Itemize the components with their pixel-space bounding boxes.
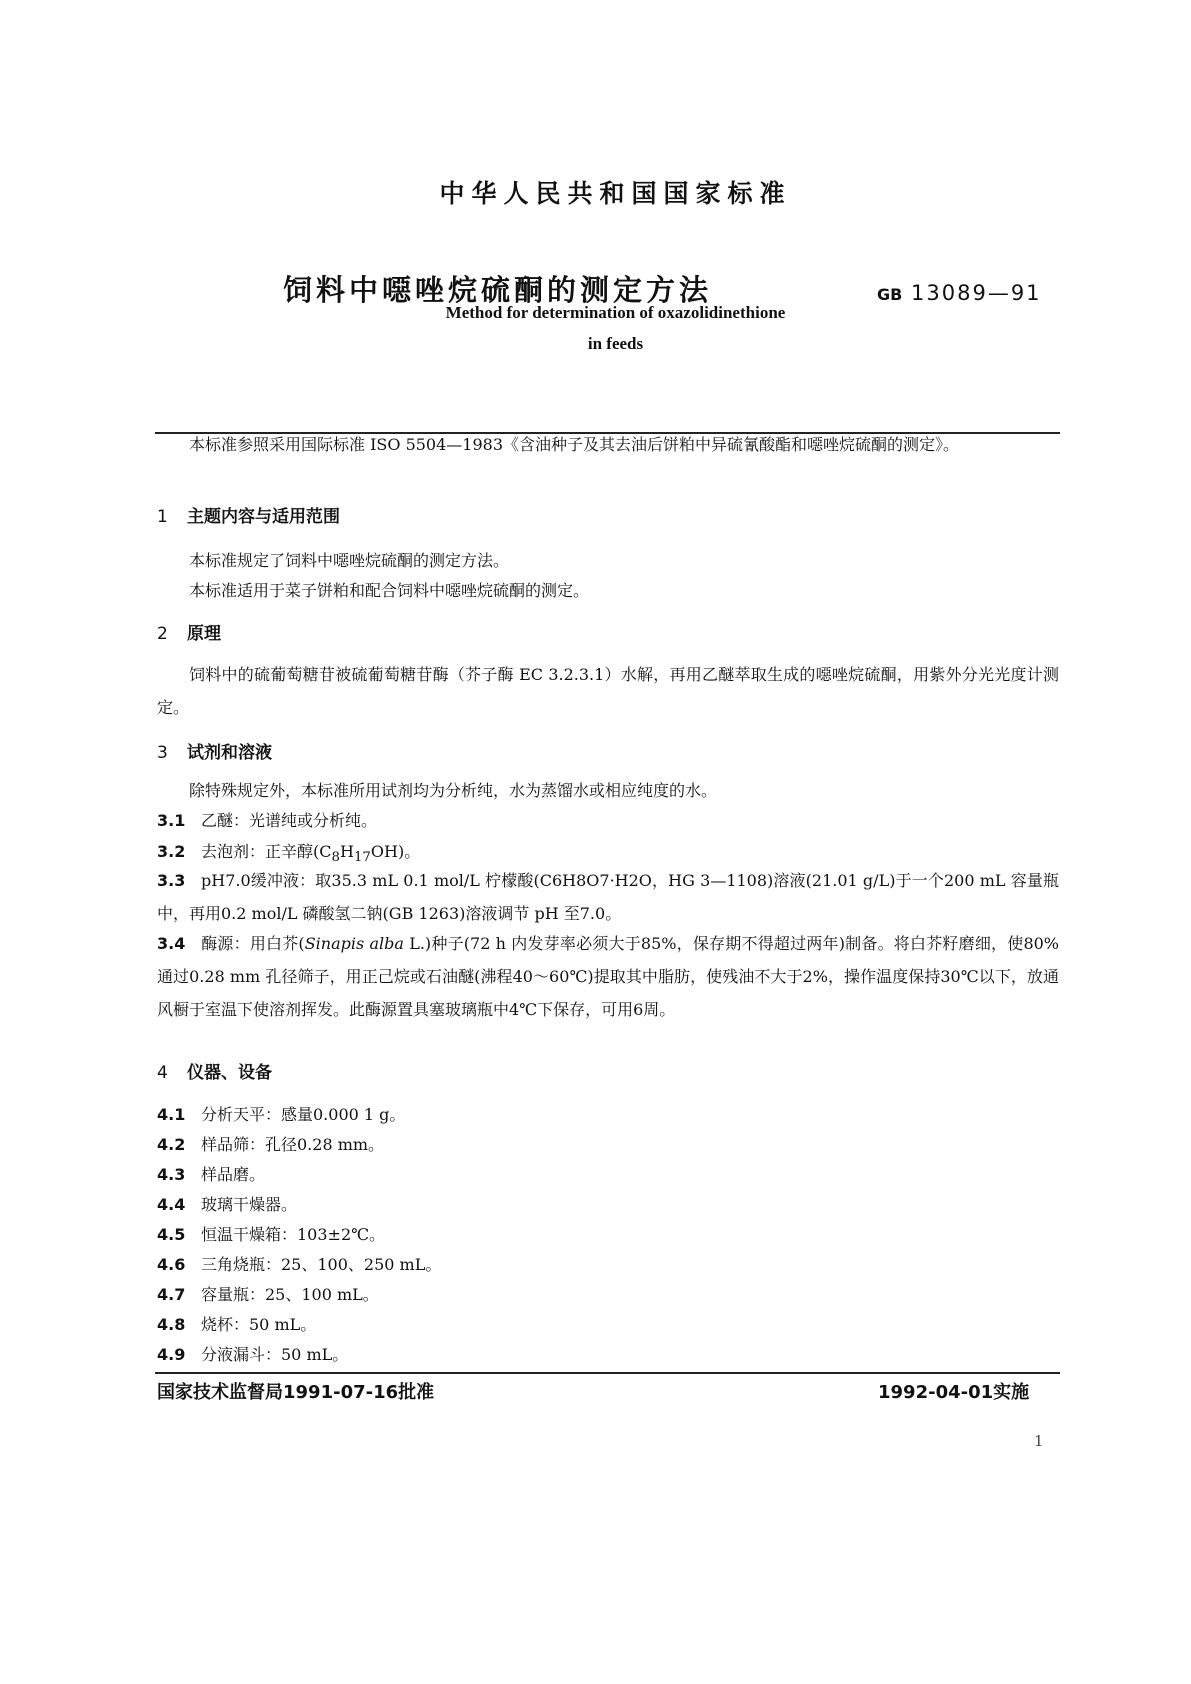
standard-code-number: 13089—91: [911, 281, 1042, 305]
standard-code: [877, 281, 1042, 305]
item-4-8: [157, 1312, 316, 1335]
item-4-5-text: 恒温干燥箱：103±2℃。: [201, 1225, 386, 1244]
item-3-1-number: 3.1: [157, 811, 186, 830]
section-4-heading: [157, 1058, 272, 1083]
item-3-1-text: 乙醚：光谱纯或分析纯。: [201, 811, 378, 830]
item-3-4-text-a: 酶源：用白芥(: [201, 934, 305, 953]
item-4-3: [157, 1162, 265, 1185]
item-4-8-text: 烧杯：50 mL。: [201, 1315, 317, 1334]
effective-date: 1992-04-01实施: [878, 1382, 1030, 1403]
item-4-5: [157, 1222, 385, 1245]
document-title-en-line1: Method for determination of oxazolidinethione: [445, 303, 786, 322]
section-1-heading: [157, 502, 340, 527]
item-4-2-number: 4.2: [157, 1135, 186, 1154]
item-4-4-number: 4.4: [157, 1195, 186, 1214]
item-3-3-text: pH7.0缓冲液：取35.3 mL 0.1 mol/L 柠檬酸(C6H8O7·H2O，HG 3—1108)溶液(21.01 g/L)于一个200 mL 容量瓶中，再用0.2 mol/L 磷酸氢二钠(GB 1263)溶液调节 pH 至7.0。: [157, 871, 1059, 923]
item-4-6: [157, 1252, 441, 1275]
item-4-9: [157, 1342, 348, 1365]
section-2-title: 原理: [187, 624, 221, 644]
section-2-heading: [157, 619, 221, 644]
section-4-title: 仪器、设备: [187, 1063, 272, 1083]
section-2-paragraph-1: 饲料中的硫葡萄糖苷被硫葡萄糖苷酶（芥子酶 EC 3.2.3.1）水解，再用乙醚萃取生成的噁唑烷硫酮，用紫外分光光度计测定。: [157, 665, 1059, 717]
item-3-4: [157, 927, 1059, 1026]
standard-code-prefix: GB: [877, 285, 903, 304]
item-4-9-number: 4.9: [157, 1345, 186, 1364]
item-3-2: [157, 839, 420, 865]
item-3-3: [157, 864, 1059, 930]
section-3-number: 3: [157, 743, 168, 763]
item-4-6-number: 4.6: [157, 1255, 186, 1274]
item-3-2-sub-2: 17: [353, 850, 371, 866]
item-3-4-text-b: L.)种子(72 h 内发芽率必须大于85%，保存期不得超过两年)制备。将白芥籽磨细，使80%通过0.28 mm 孔径筛子，用正己烷或石油醚(沸程40～60℃)提取其中脂肪，使残油不大于2%，操作温度保持30℃以下，放通风橱于室温下使溶剂挥发。此酶源置具塞玻璃瓶中4℃下保存，可用6周。: [157, 934, 1059, 1019]
item-3-2-text-c: OH)。: [370, 842, 421, 861]
page-number: 1: [1034, 1432, 1044, 1450]
item-4-4: [157, 1192, 297, 1215]
item-3-4-number: 3.4: [157, 934, 186, 953]
item-4-7-number: 4.7: [157, 1285, 186, 1304]
item-4-2: [157, 1132, 384, 1155]
item-3-2-text-b: H: [339, 842, 354, 861]
item-3-1: [157, 808, 377, 831]
section-4-number: 4: [157, 1063, 168, 1083]
item-4-7: [157, 1282, 379, 1305]
item-4-7-text: 容量瓶：25、100 mL。: [201, 1285, 379, 1304]
item-4-3-text: 样品磨。: [201, 1165, 266, 1184]
item-3-4-italic: Sinapis alba: [304, 934, 404, 953]
item-4-3-number: 4.3: [157, 1165, 186, 1184]
section-3-title: 试剂和溶液: [187, 743, 272, 763]
item-4-6-text: 三角烧瓶：25、100、250 mL。: [201, 1255, 442, 1274]
document-title-cn: 饲料中噁唑烷硫酮的测定方法: [283, 273, 713, 307]
item-4-4-text: 玻璃干燥器。: [201, 1195, 298, 1214]
item-3-3-number: 3.3: [157, 871, 186, 890]
item-4-1-number: 4.1: [157, 1105, 186, 1124]
item-3-2-number: 3.2: [157, 842, 186, 861]
item-4-1-text: 分析天平：感量0.000 1 g。: [201, 1105, 406, 1124]
section-1-title: 主题内容与适用范围: [187, 507, 340, 527]
section-1-paragraph-1: 本标准规定了饲料中噁唑烷硫酮的测定方法。: [189, 551, 510, 570]
section-1-number: 1: [157, 507, 168, 527]
item-4-5-number: 4.5: [157, 1225, 186, 1244]
section-3-paragraph-1: 除特殊规定外，本标准所用试剂均为分析纯，水为蒸馏水或相应纯度的水。: [189, 781, 718, 800]
document-title-en-line2: in feeds: [587, 334, 644, 353]
item-3-2-text-a: 去泡剂：正辛醇(C: [201, 842, 332, 861]
section-2-number: 2: [157, 624, 168, 644]
section-3-heading: [157, 738, 272, 763]
approval-date: 国家技术监督局1991-07-16批准: [157, 1382, 435, 1403]
intro-paragraph: 本标准参照采用国际标准 ISO 5504—1983《含油种子及其去油后饼粕中异硫氰酸酯和噁唑烷硫酮的测定》。: [189, 435, 960, 454]
section-1-paragraph-2: 本标准适用于菜子饼粕和配合饲料中噁唑烷硫酮的测定。: [189, 581, 590, 600]
item-4-2-text: 样品筛：孔径0.28 mm。: [201, 1135, 385, 1154]
item-3-2-sub-1: 8: [331, 850, 340, 866]
footer-divider: [155, 1372, 1060, 1374]
item-4-1: [157, 1102, 405, 1125]
national-standard-heading: 中华人民共和国国家标准: [439, 179, 792, 208]
item-4-8-number: 4.8: [157, 1315, 186, 1334]
item-4-9-text: 分液漏斗：50 mL。: [201, 1345, 349, 1364]
